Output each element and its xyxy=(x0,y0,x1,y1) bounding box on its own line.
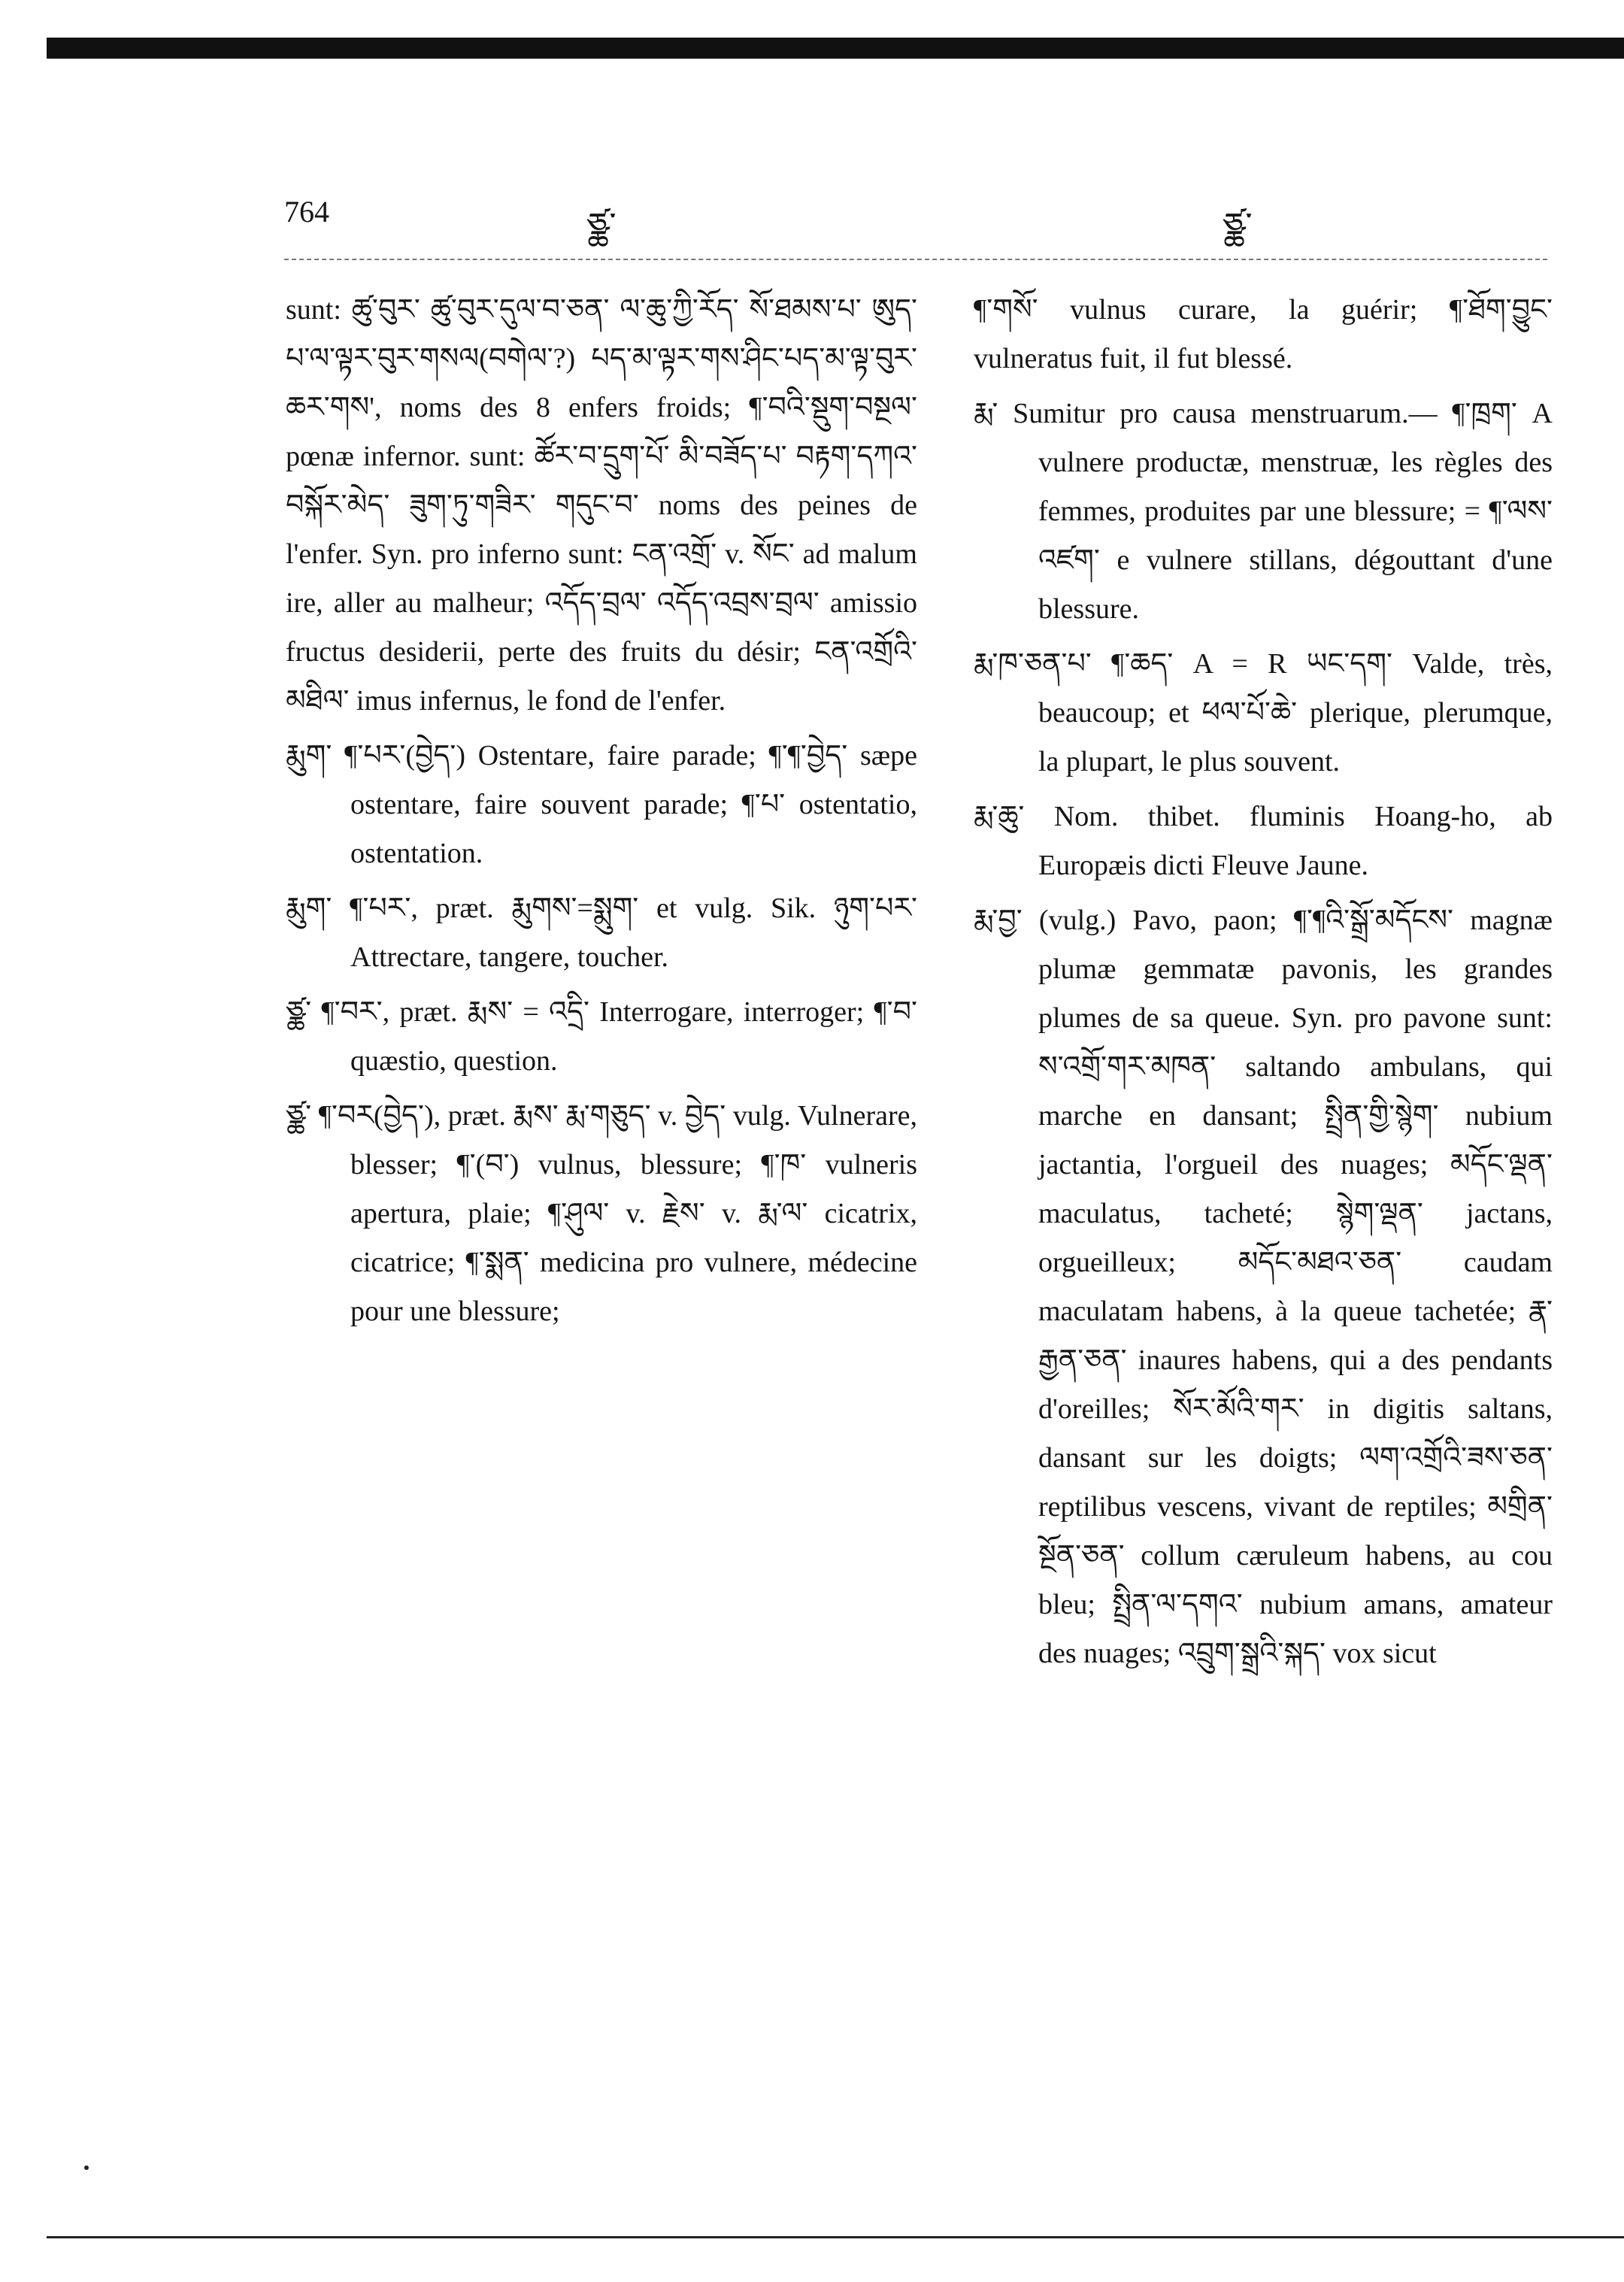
dictionary-entry: ཙྪ་ ¶་བར་, præt. རྨས་ = འདྲི་ Interrogare, interroger; ¶་བ་ quæstio, question. xyxy=(286,996,917,1077)
header-rule xyxy=(284,259,1547,260)
running-head-left: ཙྪ་ xyxy=(586,206,617,244)
left-column xyxy=(286,286,917,1342)
dictionary-entry: རྨ་བྱ་ (vulg.) Pavo, paon; ¶་¶འི་སྒྲོ་མདོངས་ magnæ plumæ gemmatæ pavonis, les grandes plumes de sa queue. Syn. pro pavone sunt: ས་འགྲོ་གར་མཁན་ saltando ambulans, qui marche en dansant; སྤྲིན་གྱི་སྙེག་ nubium jactantia, l'orgueil des nuages; མདོང་ལྡན་ maculatus, tacheté; སྙེག་ལྡན་ jactans, orgueilleux; མདོང་མཐའ་ཅན་ caudam maculatam habens, à la queue tachetée; རྣ་རྒྱན་ཅན་ inaures habens, qui a des pendants d'oreilles; སོར་མོའི་གར་ in digitis saltans, dansant sur les doigts; ལག་འགྲོའི་ཟས་ཅན་ reptilibus vescens, vivant de reptiles; མགྲིན་སྔོན་ཅན་ collum cæruleum habens, au cou bleu; སྤྲིན་ལ་དགའ་ nubium amans, amateur des nuages; འབྲུག་སྒྲའི་སྐད་ vox sicut xyxy=(974,905,1553,1669)
bottom-rule xyxy=(47,2236,1624,2238)
dictionary-entry: རྨུག་ ¶་པར་(བྱེད་) Ostentare, faire parade; ¶་¶་བྱེད་ sæpe ostentare, faire souvent parade; ¶་པ་ ostentatio, ostentation. xyxy=(286,740,917,869)
dictionary-entry: ཙྪ་ ¶་བར(བྱེད་), præt. རྨས་ རྨ་གཅུད་ v. བྱེད་ vulg. Vulnerare, blesser; ¶་(བ་) vulnus, blessure; ¶་ཁ་ vulneris apertura, plaie; ¶་ཤུལ་ v. རྗེས་ v. རྨ་ལ་ cicatrix, cicatrice; ¶་སྨན་ medicina pro vulnere, médecine pour une blessure; xyxy=(286,1100,917,1327)
dictionary-entry: ¶་གསོ་ vulnus curare, la guérir; ¶་ཐོག་བྱུང་ vulneratus fuit, il fut blessé. xyxy=(974,294,1553,374)
running-head-right: ཙྪ་ xyxy=(1223,206,1253,244)
page-number: 764 xyxy=(284,195,329,229)
dictionary-entry: རྨ་ཆུ་ Nom. thibet. fluminis Hoang-ho, ab Europæis dicti Fleuve Jaune. xyxy=(974,801,1553,881)
dictionary-entry: རྨུག་ ¶་པར་, præt. རྨུགས་=སྨུག་ et vulg. Sik. ཉུག་པར་ Attrectare, tangere, toucher. xyxy=(286,892,917,973)
right-column xyxy=(974,286,1553,1684)
dictionary-entry: རྨ་ Sumitur pro causa menstruarum.— ¶་ཁྲག་ A vulnere productæ, menstruæ, les règles des femmes, produites par une blessure; = ¶་ལས་འཛག་ e vulnere stillans, dégouttant d'une blessure. xyxy=(974,398,1553,625)
ink-speck xyxy=(84,2165,89,2170)
dictionary-entry: sunt: ཚུ་བུར་ ཚུ་བུར་དུལ་བ་ཅན་ ལ་ཆུ་ཀྱི་རོད་ སོ་ཐམས་པ་ ཨུད་པ་ལ་ལྟར་བུར་གསལ(བགེལ་?) པད་མ་ལྟར་གས་ཤིང་པད་མ་ལྟ་བུར་ཆར་གས', noms des 8 enfers froids; ¶་བའི་སྡུག་བསྔལ་ pœnæ infernor. sunt: ཚོར་བ་དྲུག་པོ་ མི་བཟོད་པ་ བརྟག་དཀའ་ བསྐོར་མེད་ ཟུག་ཏུ་གཟིར་ གདུང་བ་ noms des peines de l'enfer. Syn. pro inferno sunt: ངན་འགྲོ་ v. སོང་ ad malum ire, aller au malheur; འདོད་བྲལ་ འདོད་འབྲས་བྲལ་ amissio fructus desiderii, perte des fruits du désir; ངན་འགྲོའི་མཐིལ་ imus infernus, le fond de l'enfer. xyxy=(286,294,917,717)
top-border-bar xyxy=(47,38,1624,59)
dictionary-entry: རྨ་ཁ་ཅན་པ་ ¶་ཆད་ A = R ཡང་དག་ Valde, très, beaucoup; et ཕལ་པོ་ཆེ་ plerique, plerumque, la plupart, le plus souvent. xyxy=(974,648,1553,777)
